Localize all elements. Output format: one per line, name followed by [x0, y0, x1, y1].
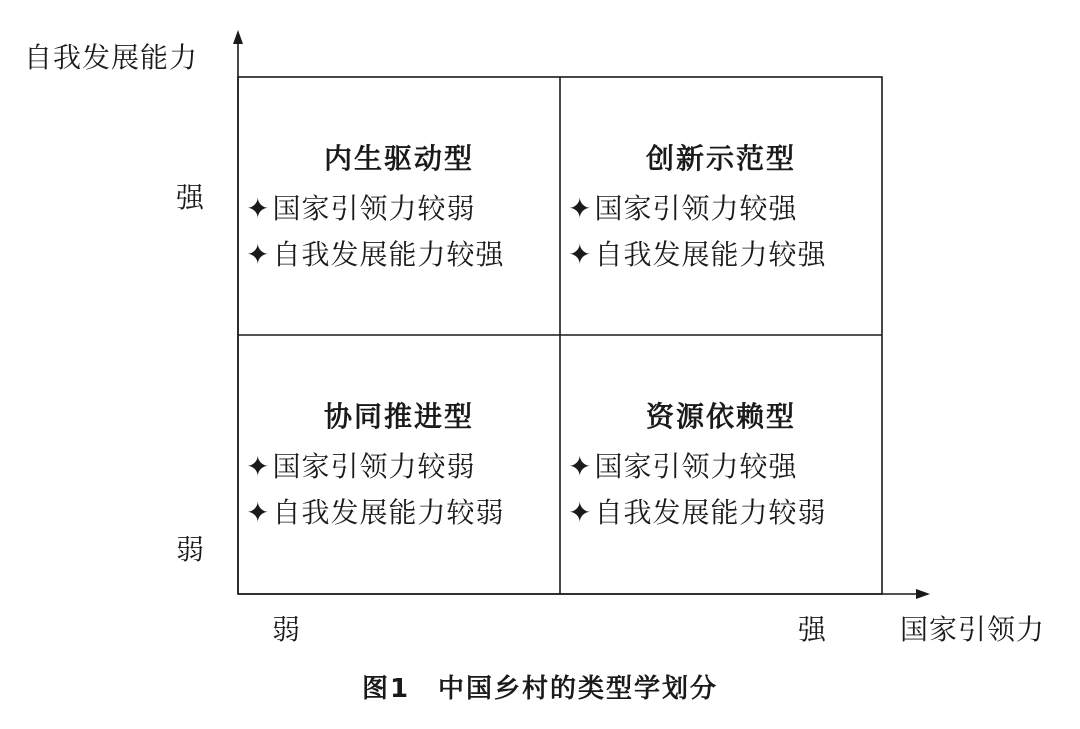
- x-tick-weak: 弱: [272, 613, 301, 646]
- quadrant-title: 内生驱动型: [323, 142, 474, 175]
- figure-caption: [0, 676, 1080, 702]
- quadrant-line: [246, 238, 505, 271]
- quadrant-line-text: 国家引领力较强: [594, 450, 798, 483]
- quadrant-line: [246, 192, 476, 225]
- quadrant-collaborative-advancement: [238, 335, 560, 593]
- x-axis-title: 国家引领力: [900, 613, 1046, 646]
- quadrant-line: [568, 450, 798, 483]
- y-axis-arrow: [233, 30, 243, 44]
- four-point-star-icon: ✦: [246, 496, 271, 529]
- quadrant-line-text: 国家引领力较弱: [272, 192, 476, 225]
- figure-number: 图1: [361, 674, 411, 704]
- quadrant-line: [246, 496, 505, 529]
- quadrant-line-text: 自我发展能力较强: [594, 238, 827, 271]
- four-point-star-icon: ✦: [568, 450, 593, 483]
- quadrant-line-text: 自我发展能力较弱: [272, 496, 505, 529]
- quadrant-title: 协同推进型: [323, 400, 474, 433]
- four-point-star-icon: ✦: [568, 238, 593, 271]
- four-point-star-icon: ✦: [246, 238, 271, 271]
- quadrant-line: [568, 238, 827, 271]
- quadrant-line-text: 自我发展能力较弱: [594, 496, 827, 529]
- four-point-star-icon: ✦: [568, 496, 593, 529]
- four-point-star-icon: ✦: [246, 192, 271, 225]
- y-tick-strong: 强: [176, 181, 205, 214]
- y-axis-title: 自我发展能力: [24, 41, 199, 74]
- quadrant-line: [246, 450, 476, 483]
- quadrant-endogenous-driven: [238, 77, 560, 335]
- quadrant-title: 资源依赖型: [645, 400, 796, 433]
- quadrant-line-text: 国家引领力较强: [594, 192, 798, 225]
- quadrant-line: [568, 192, 798, 225]
- quadrant-line: [568, 496, 827, 529]
- quadrant-line-text: 国家引领力较弱: [272, 450, 476, 483]
- x-axis-arrow: [916, 589, 930, 599]
- quadrant-innovation-demonstration: [560, 77, 882, 335]
- x-tick-strong: 强: [798, 613, 827, 646]
- four-point-star-icon: ✦: [568, 192, 593, 225]
- quadrant-resource-dependent: [560, 335, 882, 593]
- quadrant-title: 创新示范型: [645, 142, 796, 175]
- quadrant-line-text: 自我发展能力较强: [272, 238, 505, 271]
- four-point-star-icon: ✦: [246, 450, 271, 483]
- figure-title: 中国乡村的类型学划分: [438, 674, 719, 704]
- y-tick-weak: 弱: [176, 533, 205, 566]
